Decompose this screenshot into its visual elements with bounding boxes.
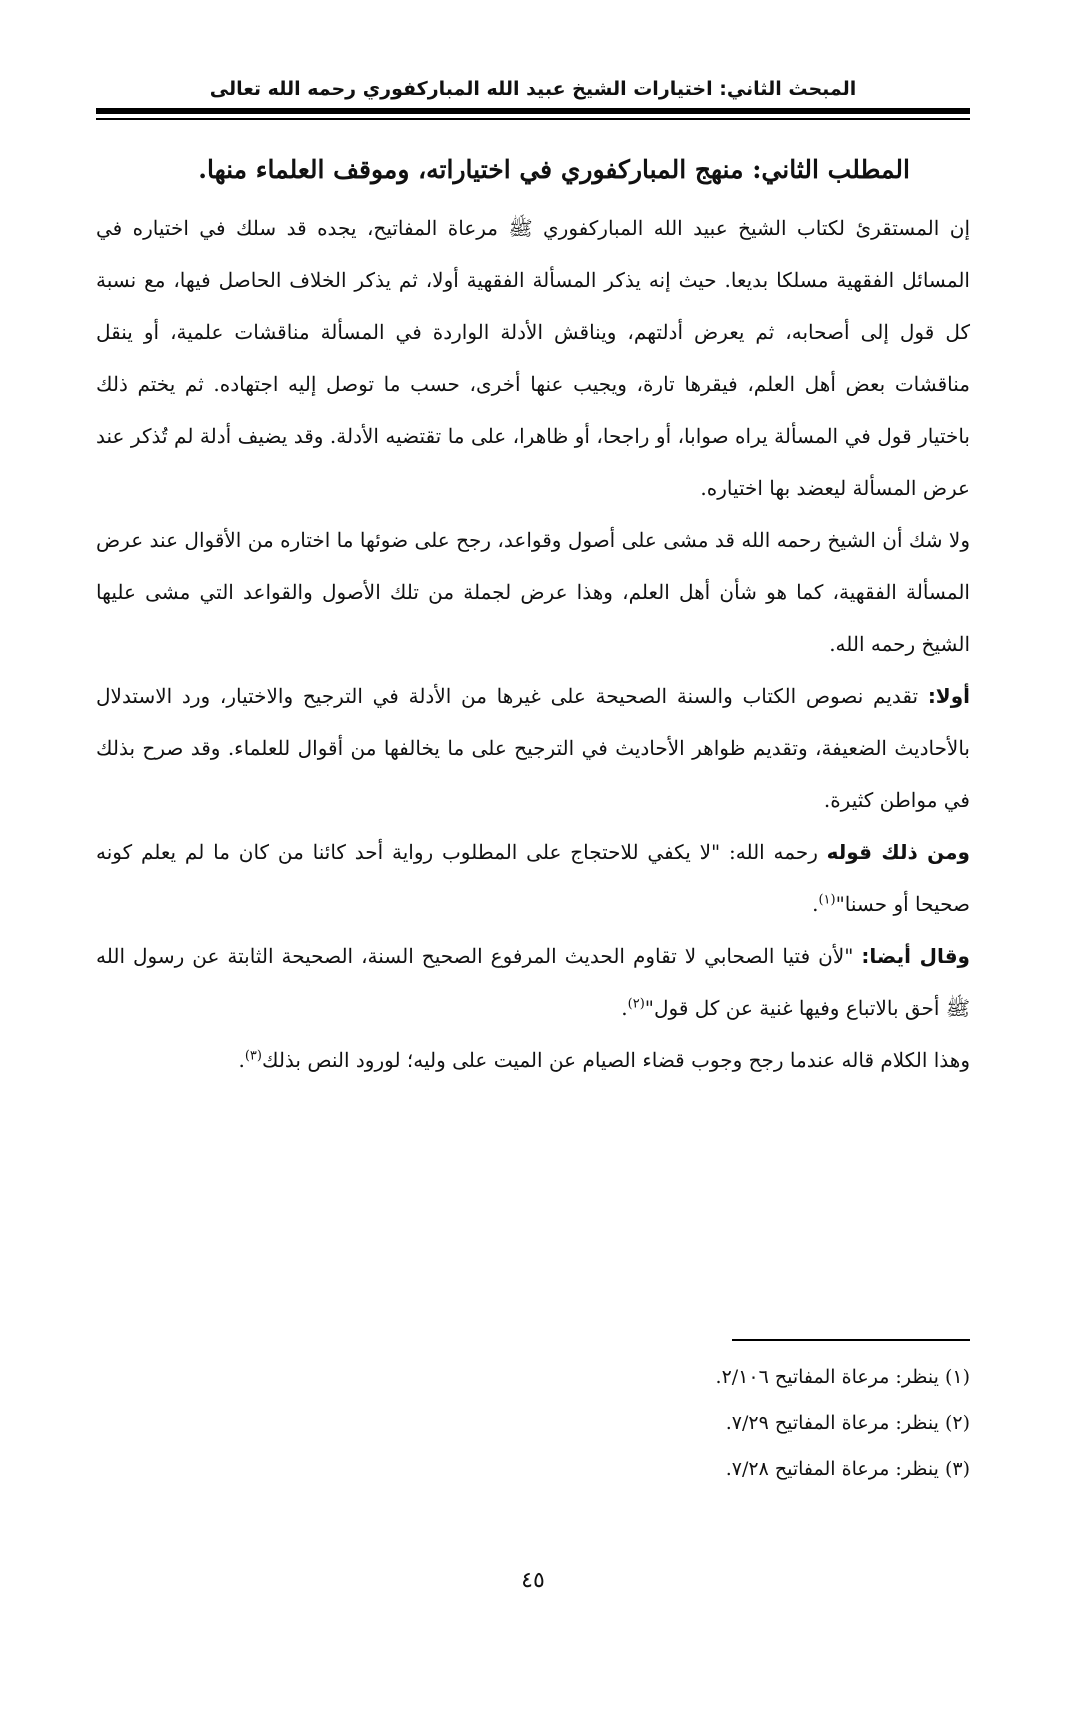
footnote-marker-2[interactable]: (٢)	[627, 996, 645, 1012]
paragraph-lead-first: أولا:	[927, 684, 970, 708]
paragraph-conclusion	[96, 1034, 970, 1086]
sentence-period: .	[238, 1048, 245, 1072]
sentence-period: .	[812, 892, 819, 916]
sentence-period: .	[621, 996, 628, 1020]
footnote-item: (٢) ينظر: مرعاة المفاتيح ٧/٢٩.	[725, 1412, 970, 1434]
paragraph-quote-two	[96, 930, 970, 1034]
paragraph-text-first: تقديم نصوص الكتاب والسنة الصحيحة على غيرها من الأدلة في الترجيح والاختيار، ورد الاستدلال بالأحاديث الضعيفة، وتقديم ظواهر الأحاديث في الترجيح على ما يخالفها من أقوال للعلماء. وقد صرح بذلك في مواطن كثيرة.	[96, 684, 970, 812]
paragraph-first-principle	[96, 670, 970, 826]
footnote-marker-3[interactable]: (٣)	[244, 1048, 262, 1064]
footnote-marker-1[interactable]: (١)	[818, 892, 836, 908]
paragraph-intro: إن المستقرئ لكتاب الشيخ عبيد الله المباركفوري ﷺ مرعاة المفاتيح، يجده قد سلك في اختياره في المسائل الفقهية مسلكا بديعا. حيث إنه يذكر المسألة الفقهية أولا، ثم يذكر الخلاف الحاصل فيها، مع نسبة كل قول إلى أصحابه، ثم يعرض أدلتهم، ويناقش الأدلة الواردة في المسألة مناقشات علمية، أو ينقل مناقشات بعض أهل العلم، فيقرها تارة، ويجيب عنها أخرى، حسب ما توصل إليه اجتهاده. ثم يختم ذلك باختيار قول في المسألة يراه صوابا، أو راجحا، أو ظاهرا، على ما تقتضيه الأدلة. وقد يضيف أدلة لم تُذكر عند عرض المسألة ليعضد بها اختياره.	[96, 216, 970, 500]
quote-two-text: "لأن فتيا الصحابي لا تقاوم الحديث المرفوع الصحيح السنة، الصحيحة الثابتة عن رسول الله ﷺ أحق بالاتباع وفيها غنية عن كل قول"	[96, 944, 970, 1020]
paragraph-lead-quote-two: وقال أيضا:	[861, 944, 970, 968]
paragraph-quote-one	[96, 826, 970, 930]
paragraph-principles: ولا شك أن الشيخ رحمه الله قد مشى على أصول وقواعد، رجح على ضوئها ما اختاره من الأقوال عند عرض المسألة الفقهية، كما هو شأن أهل العلم، وهذا عرض لجملة من تلك الأصول والقواعد التي مشى عليها الشيخ رحمه الله.	[96, 528, 970, 656]
footnote-item: (١) ينظر: مرعاة المفاتيح ٢/١٠٦.	[715, 1366, 970, 1388]
section-heading: المطلب الثاني: منهج المباركفوري في اختياراته، وموقف العلماء منها.	[198, 155, 910, 184]
quote-one-text: رحمه الله: "لا يكفي للاحتجاج على المطلوب رواية أحد كائنا من كان ما لم يعلم كونه صحيحا أو حسنا"	[96, 840, 970, 916]
footnotes	[96, 1354, 970, 1492]
paragraph-lead-quote-one: ومن ذلك قوله	[826, 840, 970, 864]
page-number: ٤٥	[521, 1568, 545, 1593]
footnote-item: (٣) ينظر: مرعاة المفاتيح ٧/٢٨.	[725, 1458, 970, 1480]
conclusion-text: وهذا الكلام قاله عندما رجح وجوب قضاء الصيام عن الميت على وليه؛ لورود النص بذلك	[261, 1048, 970, 1072]
footnote-separator	[732, 1339, 970, 1341]
running-header: المبحث الثاني: اختيارات الشيخ عبيد الله المباركفوري رحمه الله تعالى	[209, 78, 857, 100]
body-text	[96, 202, 970, 1086]
header-rule-thick	[96, 108, 970, 114]
header-rule-thin	[96, 118, 970, 120]
